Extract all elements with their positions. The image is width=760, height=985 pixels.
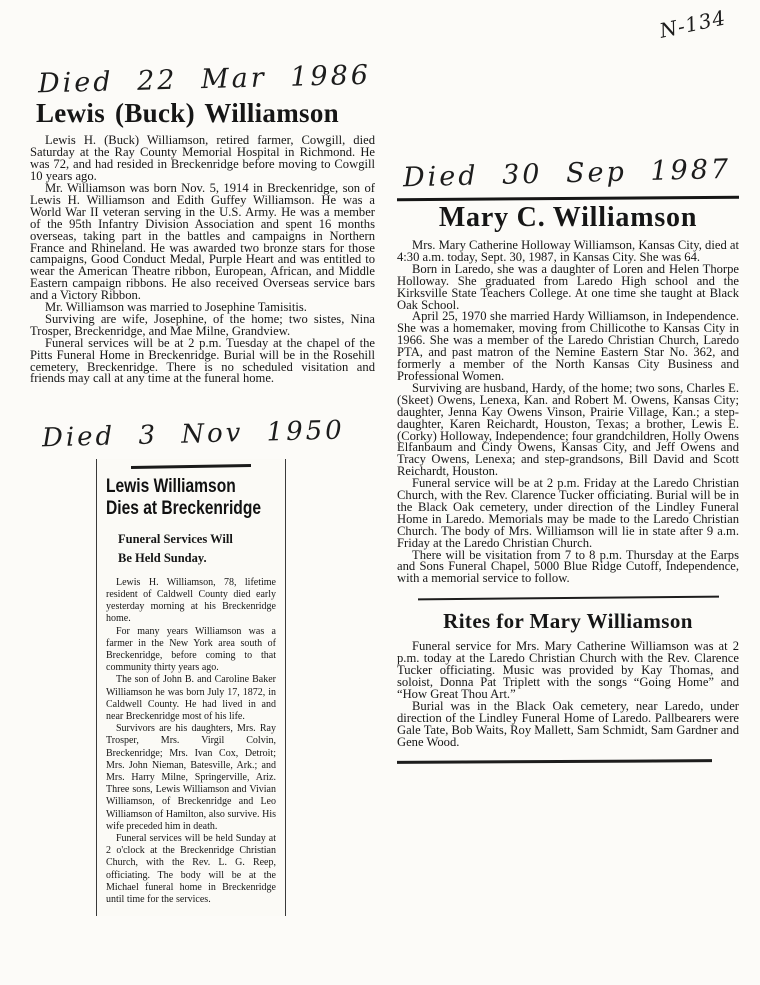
obituary-1986-body [30,135,375,385]
obituary-paragraph: Burial was in the Black Oak cemetery, near Laredo, under direction of the Lindley Funeral Home of Laredo. Pallbearers were Gale Tate, Bob Waits, Roy Mallett, Sam Schmidt, Sam Gardner and Gene Wood. [397,698,739,749]
obituary-1950-headline-line1: Lewis Williamson [106,476,236,498]
subhead-line2: Be Held Sunday. [118,551,207,566]
right-column [397,153,739,763]
obituary-paragraph: Born in Laredo, she was a daughter of Loren and Helen Thorpe Holloway. She graduated from Laredo High school and the Kirksville State Teachers College. At one time she taught at Black Oak School. [397,261,739,312]
obituary-paragraph: Mr. Williamson was married to Josephine Tamisitis. [45,300,307,315]
rites-headline: Rites for Mary Williamson [443,609,693,634]
bottom-divider-rule [397,760,712,764]
clipping-top-rule [131,464,251,469]
obituary-paragraph: Survivors are his daughters, Mrs. Ray Trosper, Mrs. Virgil Colvin, Breckenridge; Mrs. Ivan Cox, Detroit; Mrs. John Nieman, Batesville, Ark.; and Mrs. Harry Milne, Springerville, Ariz. Three sons, Lewis Williamson and Vivian Williamson, of Breckenridge and Leo Williamson of Hamilton, also survive. His wife preceded him in death. [106,723,276,832]
obituary-paragraph: Funeral services will be at 2 p.m. Tuesday at the chapel of the Pitts Funeral Home in Breckenridge. Burial will be in the Rosehill cemetery, Breckenridge. There is no scheduled visitation and friends may call at any time at the funeral home. [30,335,375,386]
obituary-paragraph: Mr. Williamson was born Nov. 5, 1914 in Breckenridge, son of Lewis H. Williamson and Edith Guffey Williamson. He was a World War II veteran serving in the U.S. Army. He was a member of the 95th Infantry Division Association and spent 16 months overseas, taking part in the battles and campaigns in Northern France and Rhineland. He was awarded two bronze stars for those campaigns, Good Conduct Medal, Purple Heart and was entitled to wear the American Theatre ribbon, European, African, and Middle Eastern campaign ribbons. He also received Overseas service bars and a Victory Ribbon. [30,180,375,303]
obituary-paragraph: Mrs. Mary Catherine Holloway Williamson, Kansas City, died at 4:30 a.m. today, Sept. 30, 1987, in Kansas City. She was 64. [397,238,739,264]
section-divider-rule [418,596,719,601]
left-column [30,59,375,916]
obituary-1950-headline-line2: Dies at Breckenridge [106,498,262,520]
obituary-paragraph: Lewis H. Williamson, 78, lifetime resident of Caldwell County died early yesterday morning at his Breckenridge home. [106,576,276,625]
obituary-1987-headline: Mary C. Williamson [438,202,698,233]
handwritten-corner-mark: N-134 [656,5,728,43]
rites-body [397,641,739,748]
obituary-1950-subhead [118,530,276,569]
headline-top-rule [397,196,739,201]
obituary-paragraph: Funeral service for Mrs. Mary Catherine Williamson was at 2 p.m. today at the Laredo Christian Church with the Rev. Clarence Tucker officiating. Music was provided by Kay Thomas, and soloist, Donna Pat Triplett with the songs “Going Home” and “How Great Thou Art.” [397,639,739,701]
obituary-paragraph: Surviving are wife, Josephine, of the home; two sistes, Nina Trosper, Breckenridge, and Mae Milne, Grandview. [30,311,375,338]
obituary-paragraph: April 25, 1970 she married Hardy Williamson, in Independence. She was a homemaker, moving from Chillicothe to Kansas City in 1966. She was a member of the Laredo Christian Church, Laredo PTA, and past matron of the Nemine Eastern Star No. 362, and formerly a member of the North Kansas City Business and Professional Women. [397,309,739,383]
obituary-paragraph: Funeral service will be at 2 p.m. Friday at the Laredo Christian Church, with the Rev. Clarence Tucker officiating. Burial will be in the Black Oak cemetery, under direction of the Lindley Funeral Home in Laredo. Memorials may be made to the Laredo Christian Church. The body of Mrs. Williamson will lie in state after 9 a.m. Friday at the Laredo Christian Church. [397,476,739,550]
obituary-1987-body [397,240,739,585]
obituary-1950-clipping [96,459,286,916]
obituary-1950-body [106,577,276,906]
obituary-paragraph: Funeral services will be held Sunday at 2 o'clock at the Breckenridge Christian Church, with the Rev. L. G. Reep, officiating. The body will be at the Michael funeral home in Breckenridge until time for the services. [106,833,276,906]
obituary-paragraph: Lewis H. (Buck) Williamson, retired farmer, Cowgill, died Saturday at the Ray County Memorial Hospital in Richmond. He was 72, and had resided in Breckenridge before moving to Cowgill 10 years ago. [30,133,375,184]
obituary-paragraph: Surviving are husband, Hardy, of the home; two sons, Charles E. (Skeet) Owens, Lenexa, Kan. and Robert M. Owens, Kansas City; daughter, Jenna Kay Owens Vinson, Prairie Village, Kan.; a step-daughter, Karen Reichardt, Houston, Texas; a brother, Lewis E. (Corky) Holloway, Independence; four grandchildren, Holly Owens Elfanbaum and Cindy Owens, Kansas City, and Jeff Owens and Tracy Owens, Lenexa; and step-grandsons, Bill David and Scott Reichardt, Houston. [397,380,739,479]
obituary-1986-headline: Lewis (Buck) Williamson [36,98,339,128]
handwritten-date-1986: Died 22 Mar 1986 [37,59,372,100]
subhead-line1: Funeral Services Will [118,532,233,547]
obituary-paragraph: For many years Williamson was a farmer in the New York area south of Breckenridge, before coming to that community thirty years ago. [106,625,276,674]
obituary-paragraph: The son of John B. and Caroline Baker Williamson he was born July 17, 1872, in Caldwell County. He had lived in and near Breckenridge most of his life. [106,674,276,723]
handwritten-date-1950: Died 3 Nov 1950 [41,415,346,454]
handwritten-date-1987: Died 30 Sep 1987 [402,153,732,194]
obituary-paragraph: There will be visitation from 7 to 8 p.m. Thursday at the Earps and Sons Funeral Chapel, 5000 Blue Ridge Cutoff, Independence, with a memorial service to follow. [397,547,739,586]
